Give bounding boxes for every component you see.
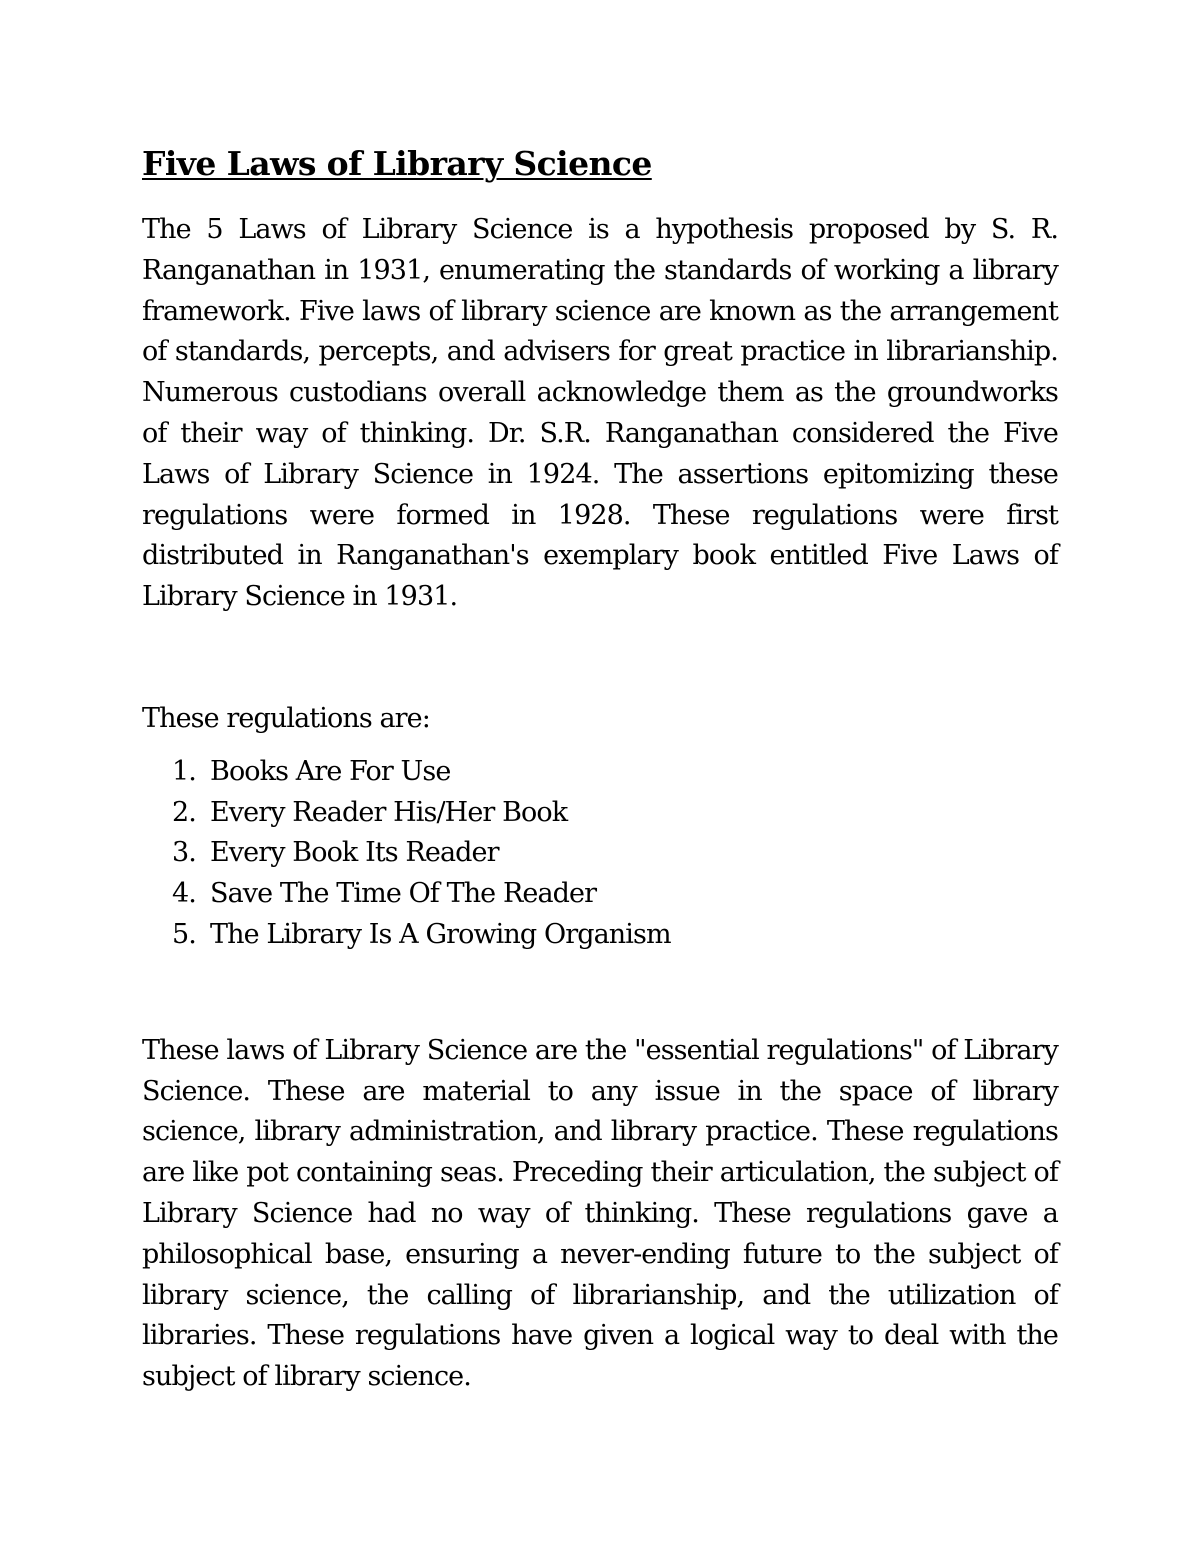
list-item — [172, 793, 1058, 834]
list-item-number: 4. — [172, 878, 196, 910]
list-item-number: 5. — [172, 918, 196, 950]
list-item-text: The Library Is A Growing Organism — [210, 918, 671, 950]
list-item-text: Every Reader His/Her Book — [210, 796, 568, 828]
list-item-text: Every Book Its Reader — [210, 837, 499, 869]
list-item — [172, 752, 1058, 793]
document-body — [142, 140, 1058, 1398]
list-item-text: Save The Time Of The Reader — [210, 878, 597, 910]
list-lead-text: These regulations are: — [142, 702, 430, 734]
intro-paragraph: The 5 Laws of Library Science is a hypothesis proposed by S. R. Ranganathan in 1931, enumerating the standards of working a library framework. Five laws of library science are known as the arrangement of standards, percepts, and advisers for great practice in librarianship. Numerous custodians overall acknowledge them as the groundworks of their way of thinking. Dr. S.R. Ranganathan considered the Five Laws of Library Science in 1924. The assertions epitomizing these regulations were formed in 1928. These regulations were first distributed in Ranganathan's exemplary book entitled Five Laws of Library Science in 1931. — [142, 214, 1058, 613]
closing-paragraph: These laws of Library Science are the "essential regulations" of Library Science. These are material to any issue in the space of library science, library administration, and library practice. These regulations are like pot containing seas. Preceding their articulation, the subject of Library Science had no way of thinking. These regulations gave a philosophical base, ensuring a never-ending future to the subject of library science, the calling of librarianship, and the utilization of libraries. These regulations have given a logical way to deal with the subject of library science. — [142, 1034, 1058, 1393]
list-item-number: 1. — [172, 755, 196, 787]
list-item-number: 2. — [172, 796, 196, 828]
list-item-text: Books Are For Use — [210, 755, 451, 787]
laws-list — [142, 752, 1058, 956]
list-item-number: 3. — [172, 837, 196, 869]
list-item — [172, 915, 1058, 956]
list-item — [172, 874, 1058, 915]
list-item — [172, 833, 1058, 874]
document-title: Five Laws of Library Science — [142, 144, 652, 183]
